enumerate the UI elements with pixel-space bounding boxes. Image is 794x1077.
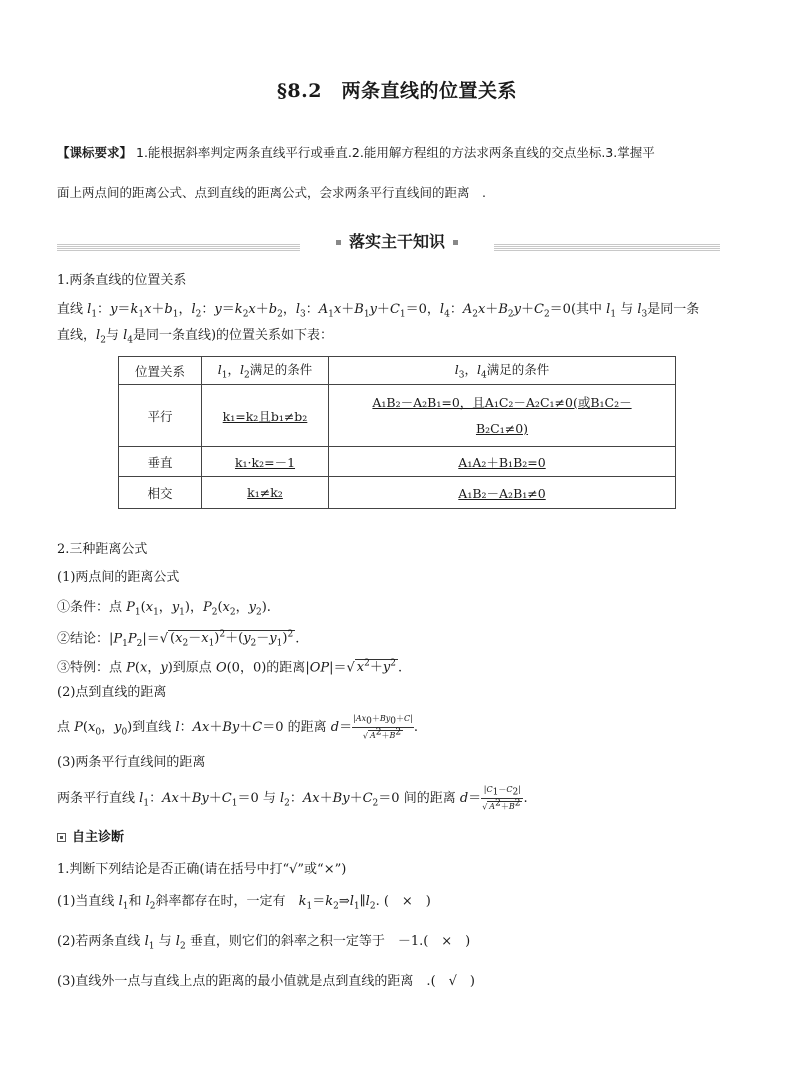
formula-special-case: ③特例：点 P(x，y)到原点 O(0，0)的距离|OP|＝√ $x^2+y^2$ . xyxy=(57,659,403,676)
diagnosis-item-3: (3)直线外一点与直线上点的距离的最小值就是点到直线的距离 .( √ ) xyxy=(57,974,475,989)
answer-mark: ( × ) xyxy=(423,934,471,949)
banner-label: 落实主干知识 xyxy=(348,232,445,251)
page-title: §8.2 两条直线的位置关系 xyxy=(277,80,517,102)
section2-sub2: (2)点到直线的距离 xyxy=(57,685,167,700)
table-cell: k₁=k₂且b₁≠b₂ xyxy=(202,385,329,447)
table-cell: 垂直 xyxy=(119,447,202,477)
relation-table xyxy=(118,356,676,509)
section1-intro: 直线 $l_1$：$y=k_1x+b_1$，$l_2$：$y=k_2x+b_2$，$l_3$：$A_1x+B_1y+C_1=0$，$l_4$：$A_2x+B_2y+C_2=0$(其中 $l_1$ 与 $l_3$是同一条 xyxy=(57,302,700,320)
section1-intro-2: 直线，$l_2$与 $l_4$是同一条直线)的位置关系如下表： xyxy=(57,328,334,346)
table-row xyxy=(119,385,676,447)
answer-mark: ( √ ) xyxy=(430,974,475,989)
table-header-cell: 位置关系 xyxy=(119,357,202,385)
section2-heading: 2.三种距离公式 xyxy=(57,542,148,557)
bullet-icon xyxy=(336,240,341,245)
section1-heading: 1.两条直线的位置关系 xyxy=(57,273,187,288)
table-cell: A₁A₂＋B₁B₂=0 xyxy=(329,447,676,477)
formula-conclusion: ②结论：$|P_1P_2|=√$ $(x_2-x_1)^2+(y_2-y_1)^2$ . xyxy=(57,630,300,649)
diagnosis-item-1: (1)当直线 $l_1$和 $l_2$斜率都存在时，一定有 $k_1=k_2\Rightarrow l_1\parallel l_2$. ( × ) xyxy=(57,894,431,912)
section-marker-icon xyxy=(57,833,66,842)
section-banner xyxy=(300,229,494,255)
requirements-tag: 【课标要求】 xyxy=(57,145,133,160)
diagnosis-question-heading: 1.判断下列结论是否正确(请在括号中打“√”或“×”) xyxy=(57,862,347,877)
table-cell: 平行 xyxy=(119,385,202,447)
table-header-row xyxy=(119,357,676,385)
table-cell: 相交 xyxy=(119,477,202,509)
table-header-cell: $l_3$，$l_4$满足的条件 xyxy=(329,357,676,385)
diagnosis-label: 自主诊断 xyxy=(57,826,124,845)
table-cell: k₁≠k₂ xyxy=(202,477,329,509)
table-cell: A₁B₂－A₂B₁≠0 xyxy=(329,477,676,509)
formula-point-line: 点 $P(x_0$，$y_0$)到直线 l：Ax＋By＋C＝0 的距离 d＝ $\frac{|Ax_0+By_0+C|}{√ A^2+B^2}$ . xyxy=(57,714,418,741)
requirements-text-1: 1.能根据斜率判定两条直线平行或垂直.2.能用解方程组的方法求两条直线的交点坐标.3.掌握平 xyxy=(136,145,655,160)
diagnosis-item-2: (2)若两条直线 $l_1$ 与 $l_2$ 垂直，则它们的斜率之积一定等于 －1.( × ) xyxy=(57,934,471,952)
answer-mark: ( × ) xyxy=(383,894,431,909)
requirements-text-2: 面上两点间的距离公式、点到直线的距离公式，会求两条平行直线间的距离 . xyxy=(57,185,486,200)
table-cell-text: B₂C₁≠0) xyxy=(475,420,529,436)
table-cell: k₁·k₂=－1 xyxy=(202,447,329,477)
formula-condition: ①条件：点 $P_1(x_1$，$y_1$)，$P_2(x_2$，$y_2$). xyxy=(57,600,271,618)
table-row xyxy=(119,447,676,477)
formula-parallel-lines: 两条平行直线 $l_1$：$Ax+By+C_1=0$ 与 $l_2$：$Ax+By+C_2=0$ 间的距离 d＝ $\frac{|C_1-C_2|}{√ A^2+B^2}$ . xyxy=(57,785,528,812)
bullet-icon xyxy=(453,240,458,245)
section2-sub1: (1)两点间的距离公式 xyxy=(57,570,180,585)
table-row xyxy=(119,477,676,509)
section2-sub3: (3)两条平行直线间的距离 xyxy=(57,755,206,770)
requirements-line-1 xyxy=(57,143,747,163)
table-cell-text: A₁B₂－A₂B₁=0，且A₁C₂－A₂C₁≠0(或B₁C₂－ xyxy=(372,394,632,410)
table-header-cell: $l_1$，$l_2$满足的条件 xyxy=(202,357,329,385)
table-cell xyxy=(329,385,676,447)
